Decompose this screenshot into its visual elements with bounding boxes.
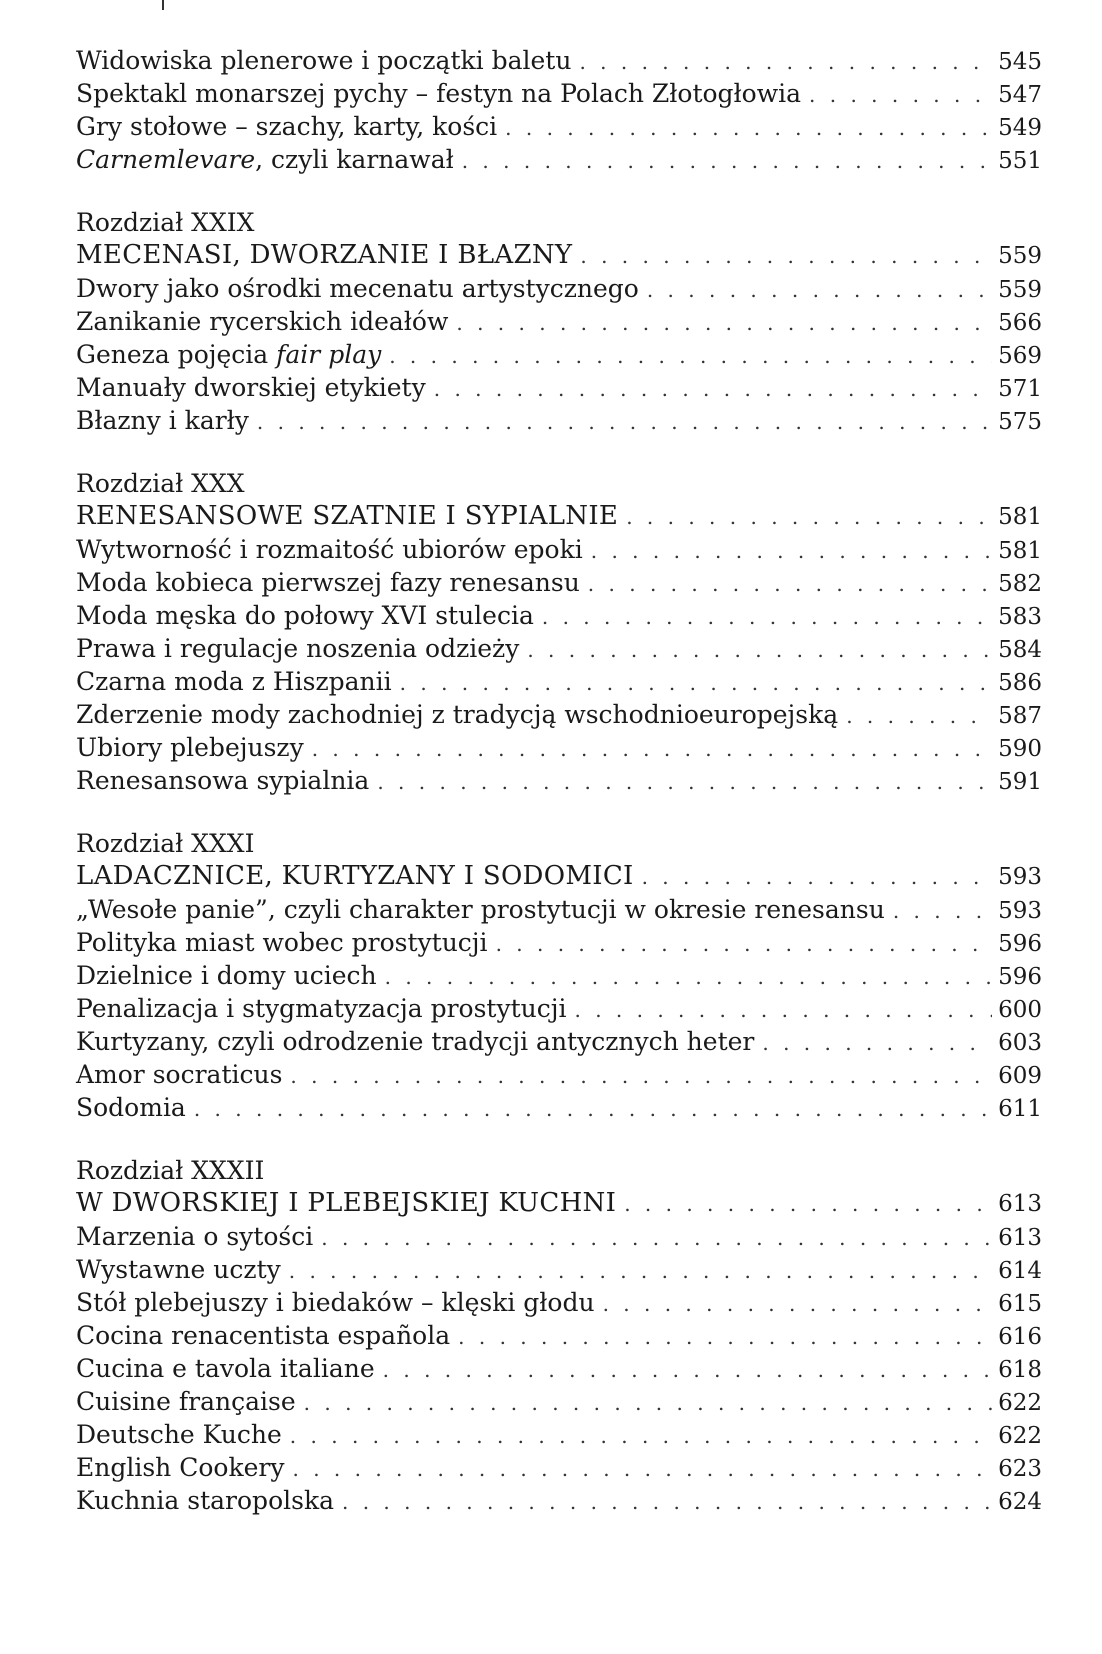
toc-entry-page: 584 bbox=[998, 637, 1042, 663]
toc-entry[interactable] bbox=[76, 44, 1042, 77]
toc-entry-title: Cucina e tavola italiane bbox=[76, 1354, 375, 1383]
toc-entry[interactable] bbox=[76, 1025, 1042, 1058]
toc-entry[interactable] bbox=[76, 1253, 1042, 1286]
leader-dots bbox=[893, 895, 992, 928]
chapter-section bbox=[76, 827, 1042, 1124]
leader-dots bbox=[846, 700, 992, 733]
toc-entry-title: Dzielnice i domy uciech bbox=[76, 961, 377, 990]
toc-entry-page: 622 bbox=[998, 1390, 1042, 1416]
toc-entry[interactable] bbox=[76, 1484, 1042, 1517]
chapter-heading-title: W DWORSKIEJ I PLEBEJSKIEJ KUCHNI bbox=[76, 1188, 617, 1218]
toc-entry-title: Renesansowa sypialnia bbox=[76, 766, 370, 795]
toc-entry-page: 571 bbox=[998, 376, 1042, 402]
leader-dots bbox=[496, 928, 993, 961]
chapter-section bbox=[76, 206, 1042, 437]
leader-dots bbox=[434, 373, 992, 406]
toc-entry-page: 613 bbox=[998, 1225, 1042, 1251]
toc-entry[interactable] bbox=[76, 1286, 1042, 1319]
table-of-contents bbox=[76, 44, 1042, 1517]
toc-entry-title-pre: Geneza pojęcia bbox=[76, 340, 277, 369]
leader-dots bbox=[542, 601, 992, 634]
toc-entry[interactable] bbox=[76, 1385, 1042, 1418]
toc-entry-title bbox=[76, 338, 381, 371]
toc-entry[interactable] bbox=[76, 959, 1042, 992]
toc-entry-title: Cuisine française bbox=[76, 1387, 296, 1416]
toc-entry-title-rest: , czyli karnawał bbox=[255, 145, 454, 174]
toc-entry[interactable] bbox=[76, 1220, 1042, 1253]
chapter-heading[interactable] bbox=[76, 239, 1042, 272]
toc-entry-title: Kuchnia staropolska bbox=[76, 1486, 334, 1515]
leader-dots bbox=[342, 1486, 992, 1519]
toc-entry-title: Kurtyzany, czyli odrodzenie tradycji antycznych heter bbox=[76, 1027, 755, 1056]
chapter-heading-page: 559 bbox=[998, 243, 1042, 269]
toc-entry[interactable] bbox=[76, 338, 1042, 371]
leader-dots bbox=[257, 406, 992, 439]
toc-entry-page: 596 bbox=[998, 931, 1042, 957]
toc-entry[interactable] bbox=[76, 533, 1042, 566]
toc-entry-page: 616 bbox=[998, 1324, 1042, 1350]
leader-dots bbox=[462, 145, 992, 178]
toc-entry[interactable] bbox=[76, 77, 1042, 110]
leader-dots bbox=[626, 501, 992, 534]
toc-entry-title: Prawa i regulacje noszenia odzieży bbox=[76, 634, 520, 663]
chapter-label: Rozdział XXXI bbox=[76, 829, 255, 858]
toc-entry-title bbox=[76, 143, 454, 176]
toc-entry[interactable] bbox=[76, 1451, 1042, 1484]
toc-entry-page: 559 bbox=[998, 277, 1042, 303]
toc-entry-page: 586 bbox=[998, 670, 1042, 696]
toc-entry-page: 603 bbox=[998, 1030, 1042, 1056]
toc-entry-title: Gry stołowe – szachy, karty, kości bbox=[76, 112, 498, 141]
leader-dots bbox=[603, 1288, 993, 1321]
toc-entry-page: 623 bbox=[998, 1456, 1042, 1482]
toc-entry[interactable] bbox=[76, 110, 1042, 143]
toc-entry-page: 587 bbox=[998, 703, 1042, 729]
toc-entry[interactable] bbox=[76, 1319, 1042, 1352]
leader-dots bbox=[385, 961, 992, 994]
leader-dots bbox=[400, 667, 992, 700]
toc-entry[interactable] bbox=[76, 404, 1042, 437]
toc-entry[interactable] bbox=[76, 599, 1042, 632]
leader-dots bbox=[574, 994, 992, 1027]
toc-entry-page: 549 bbox=[998, 115, 1042, 141]
toc-entry[interactable] bbox=[76, 992, 1042, 1025]
toc-entry-title: Ubiory plebejuszy bbox=[76, 733, 304, 762]
toc-entry-page: 581 bbox=[998, 538, 1042, 564]
toc-entry-title: Moda kobieca pierwszej fazy renesansu bbox=[76, 568, 580, 597]
leader-dots bbox=[194, 1093, 992, 1126]
toc-entry-page: 615 bbox=[998, 1291, 1042, 1317]
page-corner-mark bbox=[162, 0, 164, 10]
chapter-label: Rozdział XXIX bbox=[76, 208, 255, 237]
toc-entry-page: 566 bbox=[998, 310, 1042, 336]
toc-entry-page: 575 bbox=[998, 409, 1042, 435]
toc-entry-title: Deutsche Kuche bbox=[76, 1420, 282, 1449]
leader-dots bbox=[289, 1255, 992, 1288]
toc-entry-title: Amor socraticus bbox=[76, 1060, 283, 1089]
leader-dots bbox=[456, 307, 992, 340]
toc-entry-title: Zanikanie rycerskich ideałów bbox=[76, 307, 449, 336]
toc-entry-title: Błazny i karły bbox=[76, 406, 249, 435]
leader-dots bbox=[579, 46, 992, 79]
toc-entry-title: Spektakl monarszej pychy – festyn na Polach Złotogłowia bbox=[76, 79, 802, 108]
leader-dots bbox=[377, 766, 992, 799]
toc-entry[interactable] bbox=[76, 371, 1042, 404]
toc-entry-title: Marzenia o sytości bbox=[76, 1222, 314, 1251]
toc-entry-page: 614 bbox=[998, 1258, 1042, 1284]
leader-dots bbox=[809, 79, 992, 112]
toc-entry[interactable] bbox=[76, 305, 1042, 338]
toc-entry-page: 551 bbox=[998, 148, 1042, 174]
toc-entry-title: Moda męska do połowy XVI stulecia bbox=[76, 601, 534, 630]
leader-dots bbox=[580, 240, 992, 273]
toc-entry-title: Penalizacja i stygmatyzacja prostytucji bbox=[76, 994, 567, 1023]
leader-dots bbox=[642, 861, 993, 894]
toc-entry-page: 591 bbox=[998, 769, 1042, 795]
toc-entry[interactable] bbox=[76, 566, 1042, 599]
leader-dots bbox=[290, 1420, 992, 1453]
toc-entry-page: 624 bbox=[998, 1489, 1042, 1515]
toc-entry-page: 569 bbox=[998, 343, 1042, 369]
toc-entry[interactable] bbox=[76, 731, 1042, 764]
toc-entry[interactable] bbox=[76, 1352, 1042, 1385]
toc-entry[interactable] bbox=[76, 632, 1042, 665]
chapter-heading-title: RENESANSOWE SZATNIE I SYPIALNIE bbox=[76, 501, 619, 531]
chapter-label: Rozdział XXX bbox=[76, 469, 245, 498]
toc-entry-title: Dwory jako ośrodki mecenatu artystycznego bbox=[76, 274, 639, 303]
toc-entry-title: Cocina renacentista española bbox=[76, 1321, 451, 1350]
leader-dots bbox=[383, 1354, 992, 1387]
toc-entry-title: „Wesołe panie”, czyli charakter prostytucji w okresie renesansu bbox=[76, 895, 885, 924]
chapter-section bbox=[76, 467, 1042, 797]
chapter-heading-page: 581 bbox=[998, 504, 1042, 530]
chapter-label: Rozdział XXXII bbox=[76, 1156, 265, 1185]
leader-dots bbox=[647, 274, 992, 307]
chapter-section bbox=[76, 1154, 1042, 1517]
toc-entry[interactable] bbox=[76, 665, 1042, 698]
chapter-heading[interactable] bbox=[76, 500, 1042, 533]
toc-entry-page: 582 bbox=[998, 571, 1042, 597]
toc-entry[interactable] bbox=[76, 1418, 1042, 1451]
toc-entry-title: Stół plebejuszy i biedaków – klęski głodu bbox=[76, 1288, 595, 1317]
leader-dots bbox=[321, 1222, 992, 1255]
toc-entry[interactable] bbox=[76, 1091, 1042, 1124]
toc-entry-page: 590 bbox=[998, 736, 1042, 762]
toc-entry[interactable] bbox=[76, 926, 1042, 959]
chapter-heading[interactable] bbox=[76, 1187, 1042, 1220]
toc-entry-page: 593 bbox=[998, 898, 1042, 924]
toc-entry-title: Czarna moda z Hiszpanii bbox=[76, 667, 392, 696]
leader-dots bbox=[505, 112, 992, 145]
leader-dots bbox=[458, 1321, 992, 1354]
toc-entry-page: 611 bbox=[998, 1096, 1042, 1122]
toc-entry-page: 545 bbox=[998, 49, 1042, 75]
toc-entry[interactable] bbox=[76, 272, 1042, 305]
chapter-heading-page: 613 bbox=[998, 1191, 1042, 1217]
leader-dots bbox=[591, 535, 992, 568]
chapter-heading-title: LADACZNICE, KURTYZANY I SODOMICI bbox=[76, 861, 634, 891]
toc-entry-page: 618 bbox=[998, 1357, 1042, 1383]
toc-entry[interactable] bbox=[76, 1058, 1042, 1091]
toc-entry[interactable] bbox=[76, 764, 1042, 797]
leader-dots bbox=[762, 1027, 992, 1060]
leader-dots bbox=[292, 1453, 992, 1486]
toc-entry-title-italic: Carnemlevare bbox=[76, 145, 256, 174]
leader-dots bbox=[624, 1188, 992, 1221]
toc-entry-page: 609 bbox=[998, 1063, 1042, 1089]
toc-entry-title: Wystawne uczty bbox=[76, 1255, 281, 1284]
toc-entry-page: 583 bbox=[998, 604, 1042, 630]
toc-entry-page: 547 bbox=[998, 82, 1042, 108]
toc-entry-page: 596 bbox=[998, 964, 1042, 990]
toc-entry-title: Polityka miast wobec prostytucji bbox=[76, 928, 488, 957]
toc-entry-title: Sodomia bbox=[76, 1093, 186, 1122]
leader-dots bbox=[527, 634, 992, 667]
toc-entry[interactable] bbox=[76, 698, 1042, 731]
toc-entry[interactable] bbox=[76, 143, 1042, 176]
leader-dots bbox=[389, 340, 992, 373]
toc-entry-title: Zderzenie mody zachodniej z tradycją wschodnioeuropejską bbox=[76, 700, 839, 729]
toc-intro-section bbox=[76, 44, 1042, 176]
toc-entry[interactable] bbox=[76, 893, 1042, 926]
leader-dots bbox=[588, 568, 992, 601]
chapter-heading-page: 593 bbox=[998, 864, 1042, 890]
toc-entry-title: English Cookery bbox=[76, 1453, 285, 1482]
toc-entry-title-italic: fair play bbox=[276, 340, 382, 369]
toc-entry-page: 600 bbox=[998, 997, 1042, 1023]
toc-entry-title: Widowiska plenerowe i początki baletu bbox=[76, 46, 572, 75]
toc-entry-page: 622 bbox=[998, 1423, 1042, 1449]
chapter-heading[interactable] bbox=[76, 860, 1042, 893]
leader-dots bbox=[304, 1387, 992, 1420]
chapter-heading-title: MECENASI, DWORZANIE I BŁAZNY bbox=[76, 240, 573, 270]
leader-dots bbox=[312, 733, 992, 766]
toc-entry-title: Wytworność i rozmaitość ubiorów epoki bbox=[76, 535, 583, 564]
toc-entry-title: Manuały dworskiej etykiety bbox=[76, 373, 426, 402]
leader-dots bbox=[290, 1060, 992, 1093]
